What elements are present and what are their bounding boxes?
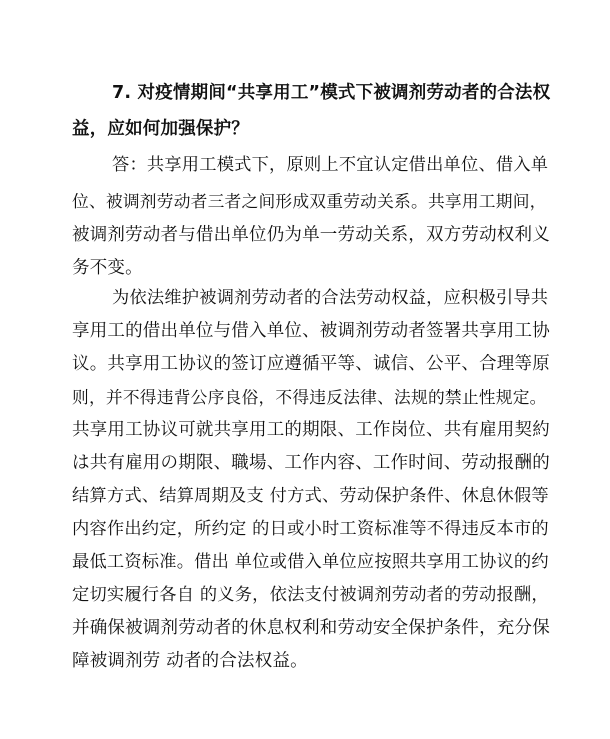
answer-para2-line-7: 结算方式、结算周期及支 付方式、劳动保护条件、休息休假等 xyxy=(72,486,549,506)
answer-para1-line-1: 答：共享用工模式下，原则上不宜认定借出单位、借入单 xyxy=(112,155,549,175)
answer-para2-line-9: 最低工资标准。借出 单位或借入单位应按照共享用工协议的约 xyxy=(72,552,549,572)
answer-para2-line-4: 则，并不得违背公序良俗，不得违反法律、法规的禁止性规定。 xyxy=(72,387,547,407)
answer-para2-line-10: 定切实履行各自 的义务，依法支付被调剂劳动者的劳动报酬， xyxy=(72,585,549,605)
question-heading-line-1: 7. 对疫情期间“共享用工”模式下被调剂劳动者的合法权 xyxy=(112,83,551,103)
answer-para1-line-2: 位、被调剂劳动者三者之间形成双重劳动关系。共享用工期间， xyxy=(72,191,547,211)
answer-para2-line-2: 享用工的借出单位与借入单位、被调剂劳动者签署共享用工协 xyxy=(72,321,550,341)
answer-para2-line-11: 并确保被调剂劳动者的休息权利和劳动安全保护条件，充分保 xyxy=(72,618,550,638)
answer-para2-line-12: 障被调剂劳 动者的合法权益。 xyxy=(72,651,308,671)
answer-para2-line-5: 共享用工协议可就共享用工的期限、工作岗位、共有雇用契約 xyxy=(72,420,550,440)
answer-para1-line-4: 务不变。 xyxy=(72,258,143,278)
answer-para2-line-8: 内容作出约定，所约定 的日或小时工资标准等不得违反本市的 xyxy=(72,519,549,539)
answer-para2-line-6: は共有雇用の期限、職場、工作内容、工作时间、劳动报酬的 xyxy=(72,453,550,473)
answer-para2-line-3: 议。共享用工协议的签订应遵循平等、诚信、公平、合理等原 xyxy=(72,354,550,374)
answer-para1-line-3: 被调剂劳动者与借出单位仍为单一劳动关系，双方劳动权利义 xyxy=(72,225,550,245)
question-heading-line-2: 益，应如何加强保护？ xyxy=(72,119,249,139)
answer-para2-line-1: 为依法维护被调剂劳动者的合法劳动权益，应积极引导共 xyxy=(112,288,549,308)
